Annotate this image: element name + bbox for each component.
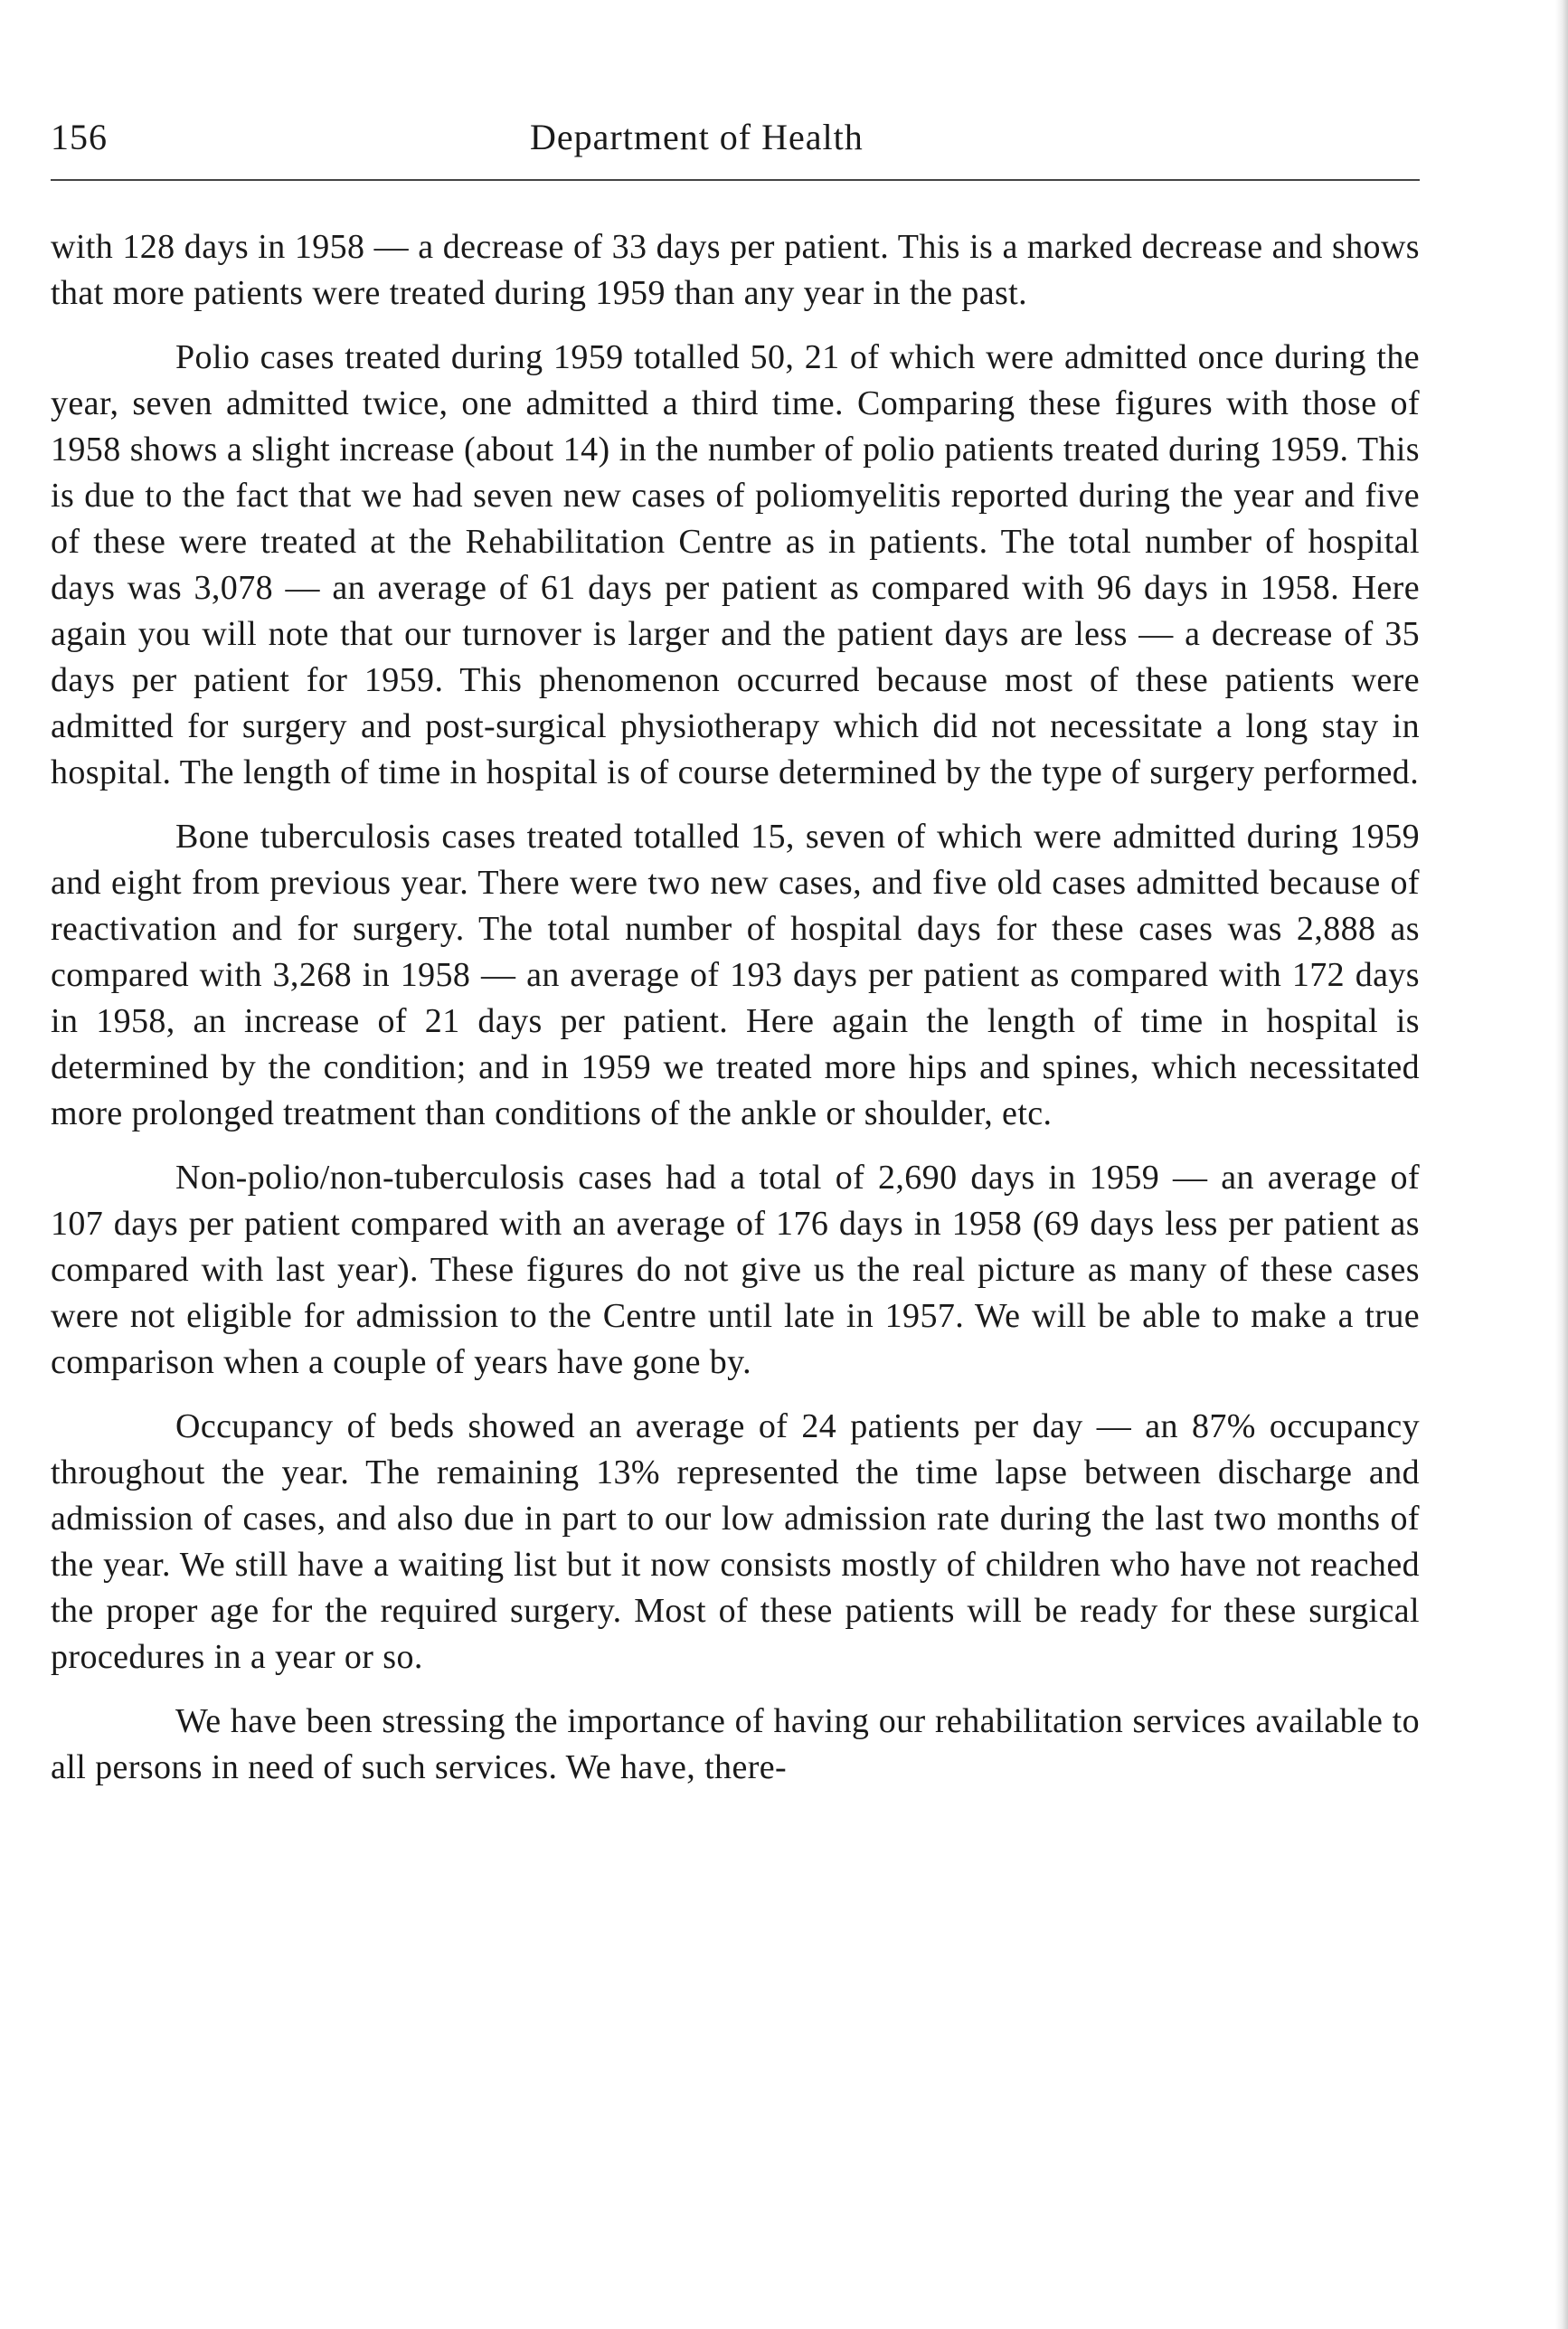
paragraph-rehabilitation-services: We have been stressing the importance of having our rehabilitation services available to all persons in need of such services. We have, there- xyxy=(51,1702,1420,1786)
paragraph-non-polio-cases: Non-polio/non-tuberculosis cases had a total of 2,690 days in 1959 — an average of 107 days per patient compared with an average of 176 days in 1958 (69 days less per patient as compared with last year). These figures do not give us the real picture as many of these cases were not eligible for admission to the Centre until late in 1957. We will be able to make a true comparison when a couple of years have gone by. xyxy=(51,1159,1420,1381)
page-number: 156 xyxy=(51,117,108,157)
header-rule xyxy=(51,179,1420,181)
page-header xyxy=(51,116,1420,172)
body-text xyxy=(51,224,1420,1809)
scan-edge-shadow xyxy=(1555,0,1568,2329)
paragraph-bed-occupancy: Occupancy of beds showed an average of 24 patients per day — an 87% occupancy throughout the year. The remaining 13% represented the time lapse between discharge and admission of cases, and also due in part to our low admission rate during the last two months of the year. We still have a waiting list but it now consists mostly of children who have not reached the proper age for the required surgery. Most of these patients will be ready for these surgical procedures in a year or so. xyxy=(51,1407,1420,1676)
paragraph-polio-cases: Polio cases treated during 1959 totalled 50, 21 of which were admitted once during the year, seven admitted twice, one admitted a third time. Comparing these figures with those of 1958 shows a slight increase (about 14) in the number of polio patients treated during 1959. This is due to the fact that we had seven new cases of poliomyelitis reported during the year and five of these were treated at the Rehabilitation Centre as in patients. The total number of hospital days was 3,078 — an average of 61 days per patient as compared with 96 days in 1958. Here again you will note that our turnover is larger and the patient days are less — a decrease of 35 days per patient for 1959. This phenomenon occurred because most of these patients were admitted for surgery and post-surgical physiotherapy which did not necessitate a long stay in hospital. The length of time in hospital is of course determined by the type of surgery performed. xyxy=(51,338,1420,791)
paragraph-continuation: with 128 days in 1958 — a decrease of 33 days per patient. This is a marked decrease and shows that more patients were treated during 1959 than any year in the past. xyxy=(51,228,1420,312)
running-title: Department of Health xyxy=(530,117,864,157)
paragraph-bone-tuberculosis: Bone tuberculosis cases treated totalled 15, seven of which were admitted during 1959 and eight from previous year. There were two new cases, and five old cases admitted because of reactivation and for surgery. The total number of hospital days for these cases was 2,888 as compared with 3,268 in 1958 — an average of 193 days per patient as compared with 172 days in 1958, an increase of 21 days per patient. Here again the length of time in hospital is determined by the condition; and in 1959 we treated more hips and spines, which necessitated more prolonged treatment than conditions of the ankle or shoulder, etc. xyxy=(51,818,1420,1132)
